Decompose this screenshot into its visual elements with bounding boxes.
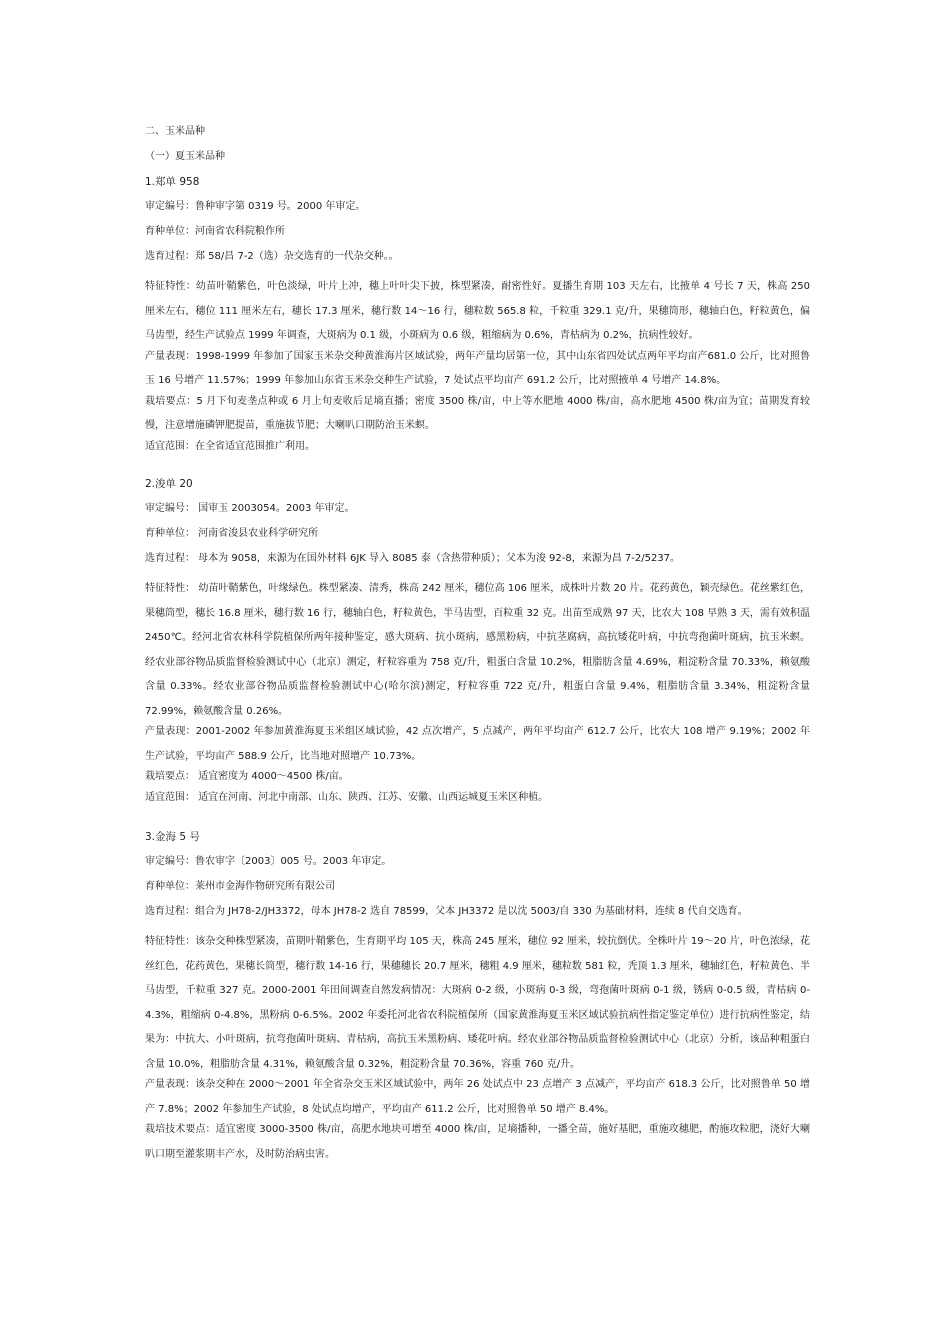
field-approval: 审定编号：鲁农审字〔2003〕005 号。2003 年审定。 [145,856,392,867]
variety-title: 2.浚单 20 [145,478,193,490]
field-cultivation: 栽培要点： 适宜密度为 4000～4500 株/亩。 [145,771,349,782]
field-approval: 审定编号： 国审玉 2003054。2003 年审定。 [145,503,355,514]
variety-title: 3.金海 5 号 [145,831,200,843]
field-breeder: 育种单位：莱州市金海作物研究所有限公司 [145,881,335,892]
field-cultivation: 栽培技术要点：适宜密度 3000-3500 株/亩，高肥水地块可增至 4000 株/亩，足墒播种，一播全苗，施好基肥，重施攻穗肥，酌施攻粒肥，浇好大喇叭口期至灌浆期丰产水，及时防治病虫害。 [145,1124,810,1160]
field-breeder: 育种单位： 河南省浚县农业科学研究所 [145,528,319,539]
field-traits: 特征特性： 幼苗叶鞘紫色，叶缘绿色。株型紧凑、清秀，株高 242 厘米，穗位高 106 厘米，成株叶片数 20 片。花药黄色，颖壳绿色。花丝紫红色，果穗筒型，穗长 16.8 厘米，穗行数 16 行，穗轴白色，籽粒黄色，半马齿型，百粒重 32 克。出苗至成熟 97 天，比农大 108 早熟 3 天，需有效积温 2450℃。经河北省农林科学院植保所两年接种鉴定，感大斑病、抗小斑病，感黑粉病，中抗茎腐病，高抗矮花叶病，中抗弯孢菌叶斑病，抗玉米螟。经农业部谷物品质监督检验测试中心（北京）测定，籽粒容重为 758 克/升，粗蛋白含量 10.2%，粗脂肪含量 4.69%，粗淀粉含量 70.33%，赖氨酸含量 0.33%。经农业部谷物品质监督检验测试中心(哈尔滨)测定，籽粒容重 722 克/升，粗蛋白含量 9.4%，粗脂肪含量 3.34%，粗淀粉含量 72.99%，赖氨酸含量 0.26%。 [145,583,810,717]
field-process: 选育过程： 母本为 9058，来源为在国外材料 6JK 导入 8085 泰（含热带种质）；父本为浚 92-8，来源为昌 7-2/5237。 [145,553,681,564]
subsection-heading: （一）夏玉米品种 [145,151,225,162]
section-heading: 二、玉米品种 [145,126,205,137]
field-scope: 适宜范围： 适宜在河南、河北中南部、山东、陕西、江苏、安徽、山西运城夏玉米区种植。 [145,791,549,803]
field-traits: 特征特性：该杂交种株型紧凑，苗期叶鞘紫色，生育期平均 105 天，株高 245 厘米，穗位 92 厘米，较抗倒伏。全株叶片 19～20 片，叶色浓绿，花丝红色，花药黄色，果穗长筒型，穗行数 14-16 行，果穗穗长 20.7 厘米，穗粗 4.9 厘米，穗粒数 581 粒，秃顶 1.3 厘米，穗轴红色，籽粒黄色、半马齿型，千粒重 327 克。2000-2001 年田间调查自然发病情况：大斑病 0-2 级，小斑病 0-3 级，弯孢菌叶斑病 0-1 级，锈病 0-0.5 级，青枯病 0-4.3%，粗缩病 0-4.8%，黑粉病 0-6.5%。2002 年委托河北省农科院植保所（国家黄淮海夏玉米区域试验抗病性指定鉴定单位）进行抗病性鉴定，结果为：中抗大、小叶斑病，抗弯孢菌叶斑病、青枯病，高抗玉米黑粉病、矮花叶病。经农业部谷物品质监督检验测试中心（北京）分析，该品种粗蛋白含量 10.0%，粗脂肪含量 4.31%，赖氨酸含量 0.32%，粗淀粉含量 70.36%，容重 760 克/升。 [145,936,810,1070]
field-approval: 审定编号：鲁种审字第 0319 号。2000 年审定。 [145,201,366,212]
variety-block-2 [145,477,810,810]
document-page [145,125,810,1163]
field-scope: 适宜范围：在全省适宜范围推广利用。 [145,440,315,452]
variety-block-1 [145,175,810,459]
variety-block-3 [145,830,810,1167]
field-traits: 特征特性：幼苗叶鞘紫色，叶色淡绿，叶片上冲，穗上叶叶尖下披，株型紧凑，耐密性好。夏播生育期 103 天左右，比掖单 4 号长 7 天，株高 250 厘米左右，穗位 111 厘米左右，穗长 17.3 厘米，穗行数 14～16 行，穗粒数 565.8 粒，千粒重 329.1 克/升，果穗筒形，穗轴白色，籽粒黄色，偏马齿型，经生产试验点 1999 年调查，大斑病为 0.1 级，小斑病为 0.6 级，粗缩病为 0.6%，青枯病为 0.2%，抗病性较好。 [145,281,810,341]
field-yield: 产量表现：2001-2002 年参加黄淮海夏玉米组区域试验，42 点次增产，5 点减产，两年平均亩产 612.7 公斤，比农大 108 增产 9.19%；2002 年生产试验，平均亩产 588.9 公斤，比当地对照增产 10.73%。 [145,726,810,762]
field-yield: 产量表现：1998-1999 年参加了国家玉米杂交种黄淮海片区域试验，两年产量均居第一位，其中山东省四处试点两年平均亩产681.0 公斤，比对照鲁玉 16 号增产 11.57%；1999 年参加山东省玉米杂交种生产试验，7 处试点平均亩产 691.2 公斤，比对照掖单 4 号增产 14.8%。 [145,350,810,386]
field-process: 选育过程：组合为 JH78-2/JH3372，母本 JH78-2 选自 78599，父本 JH3372 是以沈 5003/自 330 为基础材料，连续 8 代自交选育。 [145,906,748,917]
variety-title: 1.郑单 958 [145,176,200,188]
field-process: 选育过程：郑 58/昌 7-2（选）杂交选育的一代杂交种。。 [145,251,399,262]
field-breeder: 育种单位：河南省农科院粮作所 [145,226,285,237]
field-cultivation: 栽培要点：5 月下旬麦垄点种或 6 月上旬麦收后足墒直播；密度 3500 株/亩，中上等水肥地 4000 株/亩，高水肥地 4500 株/亩为宜；苗期发育较慢，注意增施磷钾肥提苗，重施拔节肥；大喇叭口期防治玉米螟。 [145,395,810,431]
field-yield: 产量表现：该杂交种在 2000～2001 年全省杂交玉米区域试验中，两年 26 处试点中 23 点增产 3 点减产，平均亩产 618.3 公斤，比对照鲁单 50 增产 7.8%；2002 年参加生产试验，8 处试点均增产，平均亩产 611.2 公斤，比对照鲁单 50 增产 8.4%。 [145,1079,810,1115]
